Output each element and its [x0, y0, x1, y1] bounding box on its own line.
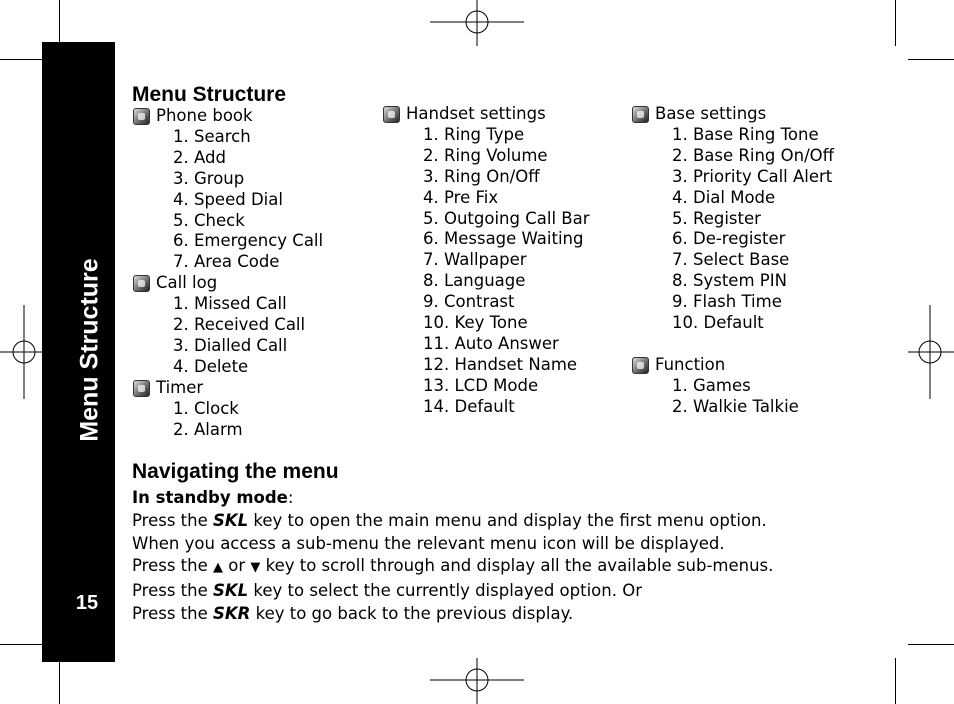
timer-icon	[133, 380, 150, 397]
registration-mark-bottom	[430, 658, 524, 704]
page-number: 15	[75, 592, 99, 614]
skl-key-label: SKL	[213, 510, 249, 530]
menu-category	[133, 106, 323, 127]
menu-item: 2. Add	[173, 147, 226, 167]
menu-category-label: Phone book	[156, 106, 253, 125]
menu-item: 5. Check	[173, 210, 245, 230]
menu-item: 2. Received Call	[173, 315, 306, 335]
sidebar-title: Menu Structure	[75, 258, 104, 442]
skl-key-label: SKL	[213, 581, 249, 601]
standby-mode-label: In standby mode	[132, 488, 288, 507]
menu-item: 9. Contrast	[423, 292, 515, 312]
crop-mark	[895, 658, 896, 704]
menu-item: 7. Select Base	[672, 250, 790, 270]
spacer	[632, 334, 834, 355]
menu-item: 1. Base Ring Tone	[672, 124, 819, 144]
menu-category-label: Handset settings	[406, 104, 546, 123]
navigating-body	[132, 487, 773, 626]
registration-mark-right	[908, 305, 954, 399]
instruction-line-4: Press the SKL key to select the currently displayed option. Or	[132, 581, 642, 601]
menu-item: 1. Clock	[173, 398, 239, 418]
menu-item: 2. Walkie Talkie	[672, 396, 799, 416]
menu-item: 4. Dial Mode	[672, 187, 776, 207]
menu-item: 7. Area Code	[173, 252, 280, 272]
menu-item: 6. De-register	[672, 229, 786, 249]
menu-item: 7. Wallpaper	[423, 250, 527, 270]
menu-category-label: Call log	[156, 273, 218, 293]
menu-item: 11. Auto Answer	[423, 333, 559, 353]
menu-item: 10. Default	[672, 313, 764, 333]
phonebook-icon	[133, 108, 150, 125]
menu-structure-heading: Menu Structure	[132, 83, 287, 106]
crop-mark	[0, 59, 46, 60]
menu-item: 1. Search	[173, 126, 251, 146]
crop-mark	[59, 658, 60, 704]
menu-item: 3. Priority Call Alert	[672, 166, 833, 186]
menu-category	[632, 355, 834, 376]
menu-item: 4. Speed Dial	[173, 189, 283, 209]
menu-item: 8. Language	[423, 271, 526, 291]
menu-column-2	[383, 104, 590, 418]
menu-item: 2. Alarm	[173, 419, 243, 439]
menu-category	[632, 104, 834, 125]
menu-item: 3. Group	[173, 168, 245, 188]
crop-mark	[908, 644, 954, 645]
menu-item: 5. Outgoing Call Bar	[423, 208, 590, 228]
crop-mark	[0, 644, 46, 645]
handset-settings-icon	[383, 106, 400, 123]
registration-mark-top	[430, 0, 524, 46]
menu-item: 6. Message Waiting	[423, 229, 584, 249]
menu-column-1	[133, 106, 323, 441]
instruction-line-3: Press the ▲ or ▼ key to scroll through and display all the available sub-menus.	[132, 556, 774, 576]
menu-item: 1. Ring Type	[423, 124, 525, 144]
menu-item: 6. Emergency Call	[173, 231, 324, 251]
registration-mark-left	[0, 305, 46, 399]
menu-item: 13. LCD Mode	[423, 375, 539, 395]
menu-item: 14. Default	[423, 396, 515, 416]
instruction-line-5: Press the SKR key to go back to the previous display.	[132, 603, 574, 623]
crop-mark	[908, 59, 954, 60]
menu-item: 1. Games	[672, 375, 751, 395]
instruction-line-1: Press the SKL key to open the main menu and display the first menu option.	[132, 510, 767, 530]
menu-item: 4. Delete	[173, 356, 249, 376]
standby-mode-line: In standby mode:	[132, 488, 294, 507]
menu-category-label: Timer	[156, 377, 204, 397]
call-log-icon	[133, 275, 150, 292]
menu-item: 2. Ring Volume	[423, 145, 548, 165]
menu-item: 1. Missed Call	[173, 294, 287, 314]
menu-category	[133, 273, 323, 294]
menu-category-label: Function	[655, 354, 726, 374]
navigating-heading: Navigating the menu	[132, 460, 339, 483]
menu-item: 2. Base Ring On/Off	[672, 145, 834, 165]
menu-column-3	[632, 104, 834, 418]
function-icon	[632, 357, 649, 374]
menu-item: 5. Register	[672, 208, 761, 228]
menu-category	[133, 378, 323, 399]
crop-mark	[59, 0, 60, 46]
menu-item: 12. Handset Name	[423, 354, 578, 374]
menu-category	[383, 104, 590, 125]
skr-key-label: SKR	[213, 603, 251, 623]
base-settings-icon	[632, 106, 649, 123]
menu-item: 9. Flash Time	[672, 292, 782, 312]
menu-item: 10. Key Tone	[423, 313, 528, 333]
menu-category-label: Base settings	[655, 104, 767, 123]
menu-item: 4. Pre Fix	[423, 187, 499, 207]
down-arrow-icon: ▼	[250, 560, 261, 576]
menu-item: 8. System PIN	[672, 271, 787, 291]
instruction-line-2: When you access a sub-menu the relevant menu icon will be displayed.	[132, 533, 725, 553]
crop-mark	[895, 0, 896, 46]
menu-item: 3. Dialled Call	[173, 335, 288, 355]
menu-item: 3. Ring On/Off	[423, 166, 540, 186]
up-arrow-icon: ▲	[213, 560, 223, 576]
